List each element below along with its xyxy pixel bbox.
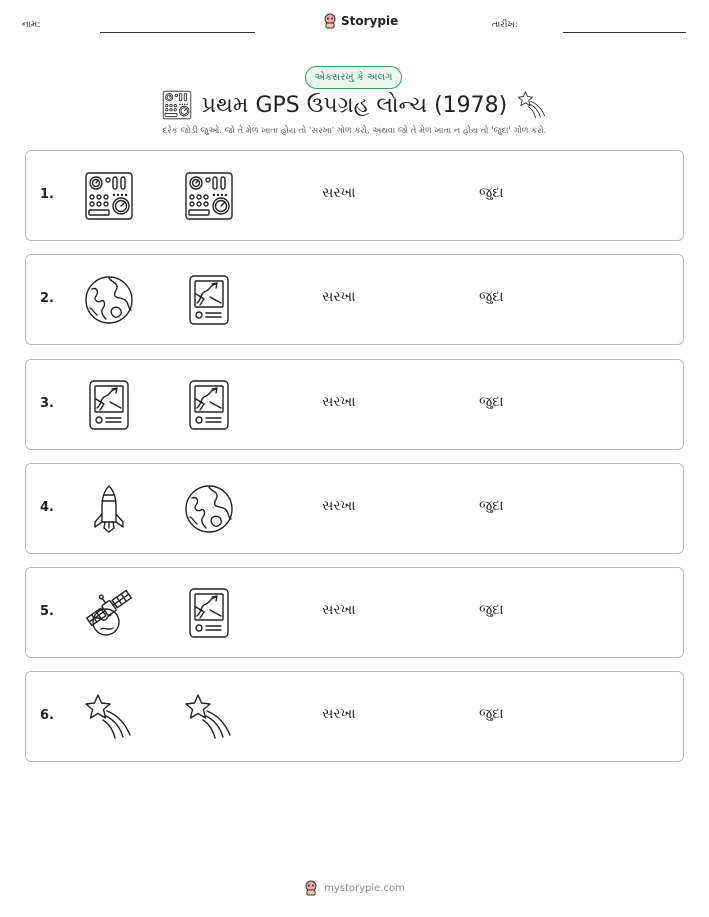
title-row: [0, 90, 709, 120]
row-number: 5.: [40, 604, 54, 619]
left-control-panel-icon: [84, 171, 134, 221]
page-title: પ્રથમ GPS ઉપગ્રહ લોન્ચ (1978): [201, 92, 508, 118]
right-gps-device-icon: [184, 380, 234, 430]
name-line[interactable]: [100, 32, 255, 33]
row-number: 4.: [40, 500, 54, 515]
different-option[interactable]: જુદા: [479, 289, 504, 305]
right-control-panel-icon: [184, 171, 234, 221]
same-option[interactable]: સરખા: [322, 394, 356, 410]
different-option[interactable]: જુદા: [479, 602, 504, 618]
footer: [0, 880, 709, 896]
date-line[interactable]: [563, 32, 686, 33]
name-label: નામ:: [22, 20, 41, 30]
brand-logo: [323, 13, 398, 29]
right-shooting-star-icon: [184, 692, 234, 742]
right-gps-device-icon: [184, 588, 234, 638]
row-2: [25, 254, 684, 345]
row-number: 6.: [40, 708, 54, 723]
same-option[interactable]: સરખા: [322, 706, 356, 722]
left-gps-device-icon: [84, 380, 134, 430]
left-shooting-star-icon: [84, 692, 134, 742]
same-option[interactable]: સરખા: [322, 498, 356, 514]
left-satellite-icon: [84, 588, 134, 638]
brand-name: Storypie: [341, 14, 399, 28]
row-6: [25, 671, 684, 762]
left-rocket-icon: [84, 484, 134, 534]
different-option[interactable]: જુદા: [479, 394, 504, 410]
row-number: 3.: [40, 396, 54, 411]
different-option[interactable]: જુદા: [479, 498, 504, 514]
mascot-icon: [323, 13, 337, 29]
same-option[interactable]: સરખા: [322, 602, 356, 618]
row-5: [25, 567, 684, 658]
row-4: [25, 463, 684, 554]
footer-url[interactable]: mystorypie.com: [324, 882, 405, 894]
row-3: [25, 359, 684, 450]
title-shooting-star-icon: [517, 90, 547, 120]
row-1: [25, 150, 684, 241]
mascot-icon: [304, 880, 318, 896]
date-label: તારીખ:: [492, 20, 518, 30]
right-earth-icon: [184, 484, 234, 534]
different-option[interactable]: જુદા: [479, 706, 504, 722]
same-option[interactable]: સરખા: [322, 185, 356, 201]
row-number: 1.: [40, 187, 54, 202]
same-option[interactable]: સરખા: [322, 289, 356, 305]
activity-badge: એકસરખું કે અલગ: [305, 66, 402, 89]
instructions: દરેક જોડી જુઓ. જો તે મેળ ખાતા હોય તો 'સરખા' ગોળ કરો, અથવા જો તે મેળ ખાતા ન હોય તો 'જુદા' ગોળ કરો.: [162, 126, 547, 136]
row-number: 2.: [40, 291, 54, 306]
right-gps-device-icon: [184, 275, 234, 325]
left-earth-icon: [84, 275, 134, 325]
different-option[interactable]: જુદા: [479, 185, 504, 201]
title-control-panel-icon: [162, 90, 192, 120]
